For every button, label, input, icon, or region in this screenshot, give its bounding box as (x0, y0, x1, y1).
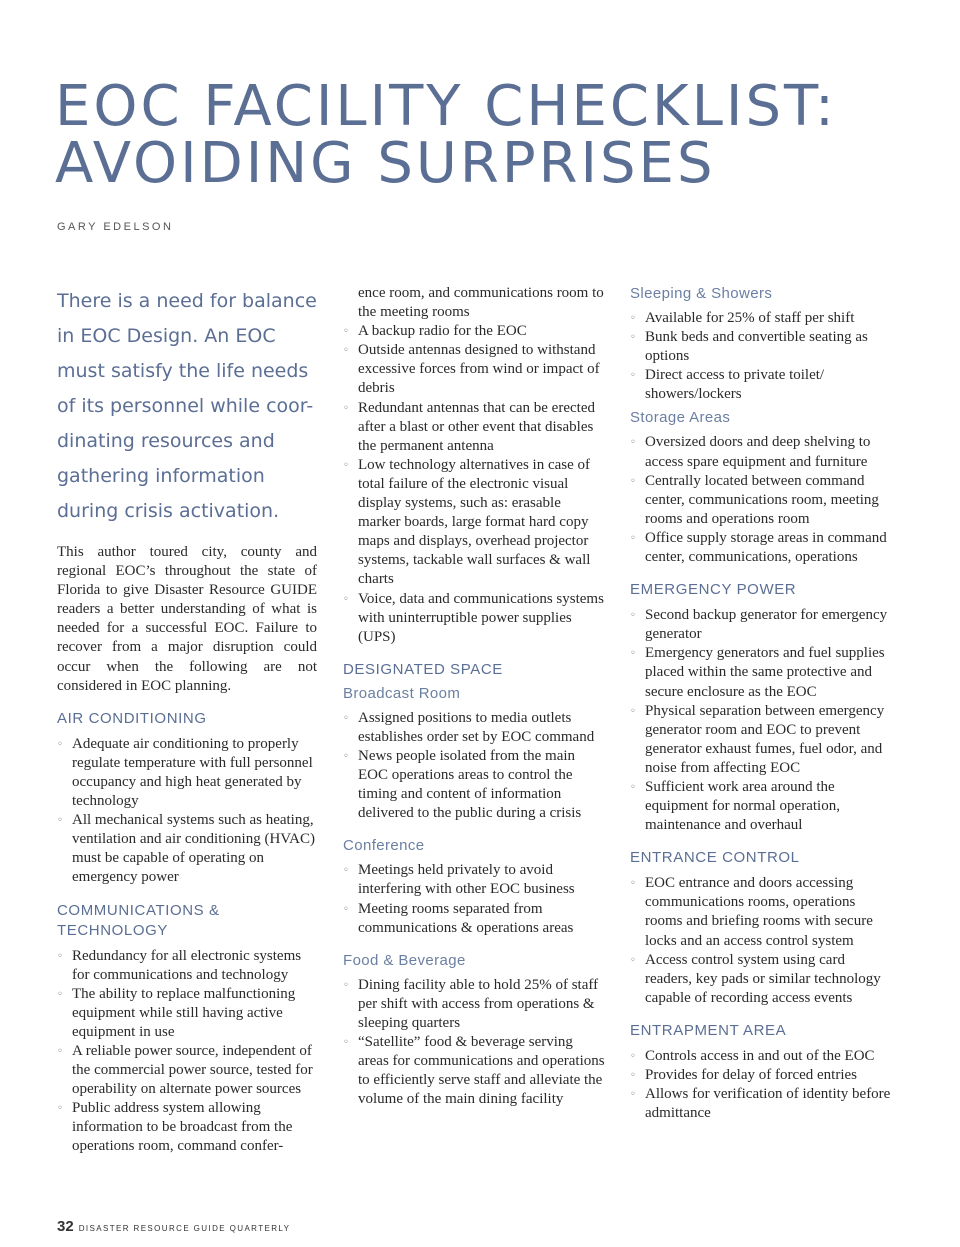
bullet-icon: ◦ (343, 865, 349, 877)
checklist-item: ◦ Direct access to private toilet/ showers/lockers (630, 367, 825, 403)
checklist-entrapment-area (630, 1047, 892, 1123)
bullet-icon: ◦ (57, 988, 63, 1000)
bullet-icon: ◦ (630, 648, 636, 660)
checklist-item: ◦ Allows for verification of identity before admittance (630, 1086, 891, 1122)
continued-item-text: ence room, and communications room to the meeting rooms (358, 285, 604, 321)
bullet-icon: ◦ (57, 950, 63, 962)
checklist-item: ◦ EOC entrance and doors accessing communications rooms, operations rooms and briefing rooms with secure locks and an access control system (630, 875, 873, 949)
bullet-icon: ◦ (343, 1037, 349, 1048)
checklist-entrance-control (630, 874, 892, 1008)
checklist-item: ◦ Centrally located between command center, communications room, meeting rooms and operations room (630, 472, 879, 527)
checklist-item: ◦ Public address system allowing information to be broadcast from the operations room, command confer- (57, 1100, 293, 1155)
checklist-storage-areas (630, 433, 892, 567)
checklist-air-conditioning (57, 735, 317, 888)
checklist-item: ◦ News people isolated from the main EOC operations areas to control the timing and content of information delivered to the public during a crisis (343, 747, 582, 822)
checklist-item: ◦ Available for 25% of staff per shift (630, 309, 892, 328)
section-heading-communications: COMMUNICATIONS & TECHNOLOGY (57, 901, 220, 939)
title-line-2: AVOIDING SURPRISES (55, 131, 716, 196)
intro-pullquote (57, 284, 317, 529)
checklist-item: ◦ Sufficient work area around the equipment for normal operation, maintenance and overhaul (630, 778, 840, 834)
intro-line: in EOC Design. An EOC (57, 325, 276, 347)
bullet-icon: ◦ (630, 1050, 636, 1062)
publication-name: DISASTER RESOURCE GUIDE QUARTERLY (78, 1224, 291, 1233)
title-line-1: EOC FACILITY CHECKLIST: (55, 74, 837, 139)
bullet-icon: ◦ (630, 610, 636, 622)
bullet-icon: ◦ (343, 402, 349, 414)
bullet-icon: ◦ (343, 345, 349, 357)
subheading-conference: Conference (343, 837, 425, 855)
bullet-icon: ◦ (630, 705, 636, 717)
section-heading-emergency-power: EMERGENCY POWER (630, 581, 797, 599)
column-1 (57, 284, 317, 1157)
bullet-icon: ◦ (343, 979, 349, 991)
checklist-item: ◦ Controls access in and out of the EOC (630, 1047, 892, 1066)
intro-line: gathering information (57, 465, 265, 487)
checklist-item: ◦ Bunk beds and convertible seating as options (630, 329, 868, 365)
subheading-sleeping-showers: Sleeping & Showers (630, 285, 773, 302)
bullet-icon: ◦ (630, 878, 636, 890)
checklist-item: ◦ Redundant antennas that can be erected after a blast or other event that disables the permanent antenna (343, 399, 595, 454)
checklist-item: ◦ A reliable power source, independent of the commercial power source, tested for operability on alternate power sources (57, 1042, 313, 1098)
column-2 (343, 284, 605, 1109)
section-heading-designated-space: DESIGNATED SPACE (343, 660, 503, 678)
column-3 (630, 284, 892, 1123)
section-heading-air-conditioning: AIR CONDITIONING (57, 709, 207, 727)
bullet-icon: ◦ (630, 313, 636, 324)
checklist-food-beverage (343, 976, 605, 1110)
bullet-icon: ◦ (57, 1103, 63, 1115)
section-heading-entrapment-area: ENTRAPMENT AREA (630, 1021, 787, 1039)
checklist-emergency-power (630, 606, 892, 835)
bullet-icon: ◦ (630, 1070, 636, 1081)
intro-line: must satisfy the life needs (57, 360, 309, 382)
bullet-icon: ◦ (630, 332, 636, 344)
bullet-icon: ◦ (630, 1089, 636, 1101)
section-heading-entrance-control: ENTRANCE CONTROL (630, 849, 800, 867)
checklist-sleeping-showers (630, 309, 892, 404)
bullet-icon: ◦ (343, 750, 349, 762)
intro-line: dinating resources and (57, 430, 275, 452)
bullet-icon: ◦ (630, 437, 636, 449)
bullet-icon: ◦ (630, 532, 636, 544)
bullet-icon: ◦ (57, 738, 63, 750)
bullet-icon: ◦ (630, 781, 636, 793)
page-number: 32 (57, 1218, 74, 1235)
checklist-item: ◦ Meeting rooms separated from communications & operations areas (343, 900, 574, 936)
checklist-item: ◦ Emergency generators and fuel supplies placed within the same protective and secure enclosure as the EOC (630, 645, 885, 700)
page-footer (57, 1218, 290, 1236)
bullet-icon: ◦ (57, 815, 63, 827)
body-paragraph: This author toured city, county and regional EOC’s throughout the state of Florida to give Disaster Resource GUIDE readers a better understanding of what is needed for a successful EOC. Failure to recover from a major disruption could occur when the following are not considered in EOC planning. (57, 544, 317, 694)
checklist-item: ◦ Oversized doors and deep shelving to access spare equipment and furniture (630, 434, 871, 470)
subheading-food-beverage: Food & Beverage (343, 951, 466, 969)
subheading-storage-areas: Storage Areas (630, 409, 731, 427)
checklist-item: ◦ Physical separation between emergency generator room and EOC to prevent generator exhaust fumes, fuel odor, and noise from affecting EOC (630, 702, 885, 776)
checklist-item: ◦ All mechanical systems such as heating, ventilation and air conditioning (HVAC) must be capable of operating on emergency power (57, 812, 316, 886)
checklist-conference (343, 861, 605, 937)
checklist-item: ◦ Access control system using card readers, key pads or similar technology capable of recording access events (630, 951, 881, 1006)
checklist-communications (57, 947, 317, 1157)
checklist-communications-continued (343, 322, 605, 647)
checklist-item: ◦ Adequate air conditioning to properly regulate temperature with full personnel occupancy and high heat generated by technology (57, 735, 313, 810)
checklist-item: ◦ A backup radio for the EOC (343, 322, 605, 341)
checklist-item: ◦ Dining facility able to hold 25% of staff per shift with access from operations & sleeping quarters (343, 976, 599, 1031)
bullet-icon: ◦ (630, 954, 636, 966)
subheading-broadcast-room: Broadcast Room (343, 684, 461, 702)
article-title (55, 74, 935, 196)
intro-line: during crisis activation. (57, 500, 280, 522)
checklist-item: ◦ Meetings held privately to avoid interfering with other EOC business (343, 862, 575, 898)
checklist-item: ◦ The ability to replace malfunctioning equipment while still having active equipment in use (57, 985, 296, 1040)
bullet-icon: ◦ (630, 475, 636, 487)
bullet-icon: ◦ (343, 593, 349, 605)
bullet-icon: ◦ (343, 459, 349, 471)
checklist-item: ◦ Redundancy for all electronic systems for communications and technology (57, 947, 302, 983)
checklist-item: ◦ Outside antennas designed to withstand excessive forces from wind or impact of debris (343, 342, 600, 397)
checklist-broadcast-room (343, 709, 605, 824)
bullet-icon: ◦ (343, 903, 349, 915)
author-byline: GARY EDELSON (57, 221, 174, 233)
bullet-icon: ◦ (57, 1045, 63, 1057)
checklist-item: ◦ Low technology alternatives in case of total failure of the electronic visual display systems, such as: erasable marker boards, large format hard copy maps and displays, overhead projector systems, tackable wall surfaces & wall charts (343, 456, 591, 588)
bullet-icon: ◦ (343, 326, 349, 338)
intro-line: of its personnel while coor- (57, 395, 314, 417)
checklist-item: ◦ Provides for delay of forced entries (630, 1066, 892, 1085)
intro-line: There is a need for balance (57, 290, 317, 312)
checklist-item: ◦ Second backup generator for emergency generator (630, 607, 888, 643)
checklist-item: ◦ Assigned positions to media outlets establishes order set by EOC command (343, 709, 595, 745)
checklist-item: ◦ Office supply storage areas in command center, communications, operations (630, 529, 887, 566)
bullet-icon: ◦ (630, 370, 636, 382)
bullet-icon: ◦ (343, 712, 349, 724)
checklist-item: ◦ “Satellite” food & beverage serving areas for communications and operations to efficiently serve staff and alleviate the volume of the main dining facility (343, 1034, 605, 1108)
checklist-item: ◦ Voice, data and communications systems with uninterruptible power supplies (UPS) (343, 590, 604, 645)
